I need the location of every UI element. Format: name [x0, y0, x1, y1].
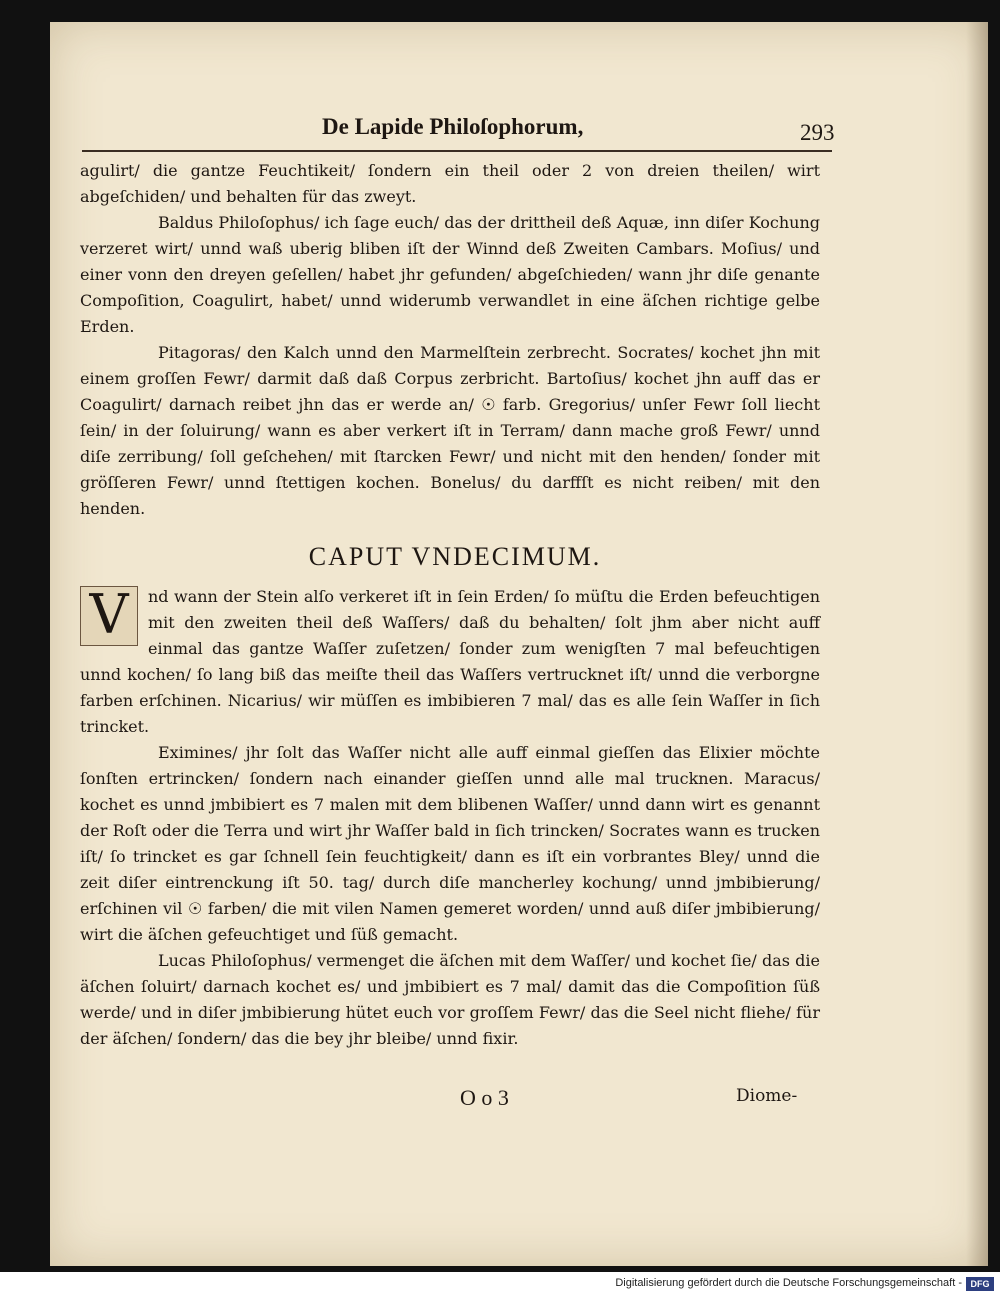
page-number: 293	[800, 120, 835, 145]
drop-cap-initial: V	[80, 586, 138, 646]
header-rule	[82, 150, 832, 152]
paragraph-chapter-opening-text: nd wann der Stein alſo verkeret iſt in ſein Erden/ ſo müſtu die Erden befeuchtigen mit den zweiten theil deß Waſſers/ daß du behalten/ ſolt jhm aber nicht auff einmal das gantze Waſſer zuſetzen/ ſonder zum wenigſten 7 mal befeuchtigen unnd kochen/ ſo lang biß das meiſte theil das Waſſers vertrucknet iſt/ unnd die verborgne farben erſchinen. Nicarius/ wir müſſen es imbibieren 7 mal/ das es alle ſein Waſſer in ſich trincket.	[80, 587, 820, 736]
footer-bar	[0, 1272, 1000, 1296]
chapter-heading: CAPUT VNDECIMUM.	[308, 542, 602, 571]
text-block-chapter	[80, 584, 820, 1052]
text-block-before-chapter	[80, 158, 820, 522]
paragraph-baldus: Baldus Philoſophus/ ich ſage euch/ das der drittheil deß Aquæ, inn diſer Kochung verzeret wirt/ unnd waß uberig bliben iſt der Winnd deß Zweiten Cambars. Moſius/ und einer vonn den dreyen geſellen/ habet jhr gefunden/ abgeſchieden/ wann jhr diſe genante Compoſition, Coagulirt, habet/ unnd widerumb verwandlet in eine äſchen richtige gelbe Erden.	[80, 213, 820, 336]
catchword: Diome-	[736, 1086, 798, 1106]
paragraph-pitagoras: Pitagoras/ den Kalch unnd den Marmelſtein zerbrecht. Socrates/ kochet jhn mit einem groſſen Fewr/ darmit daß daß Corpus zerbricht. Bartoſius/ kochet jhn auff das er Coagulirt/ darnach reibet jhn das er werde an/ ☉ farb. Gregorius/ unſer Fewr ſoll liecht ſein/ in der ſoluirung/ wann es aber verkert iſt in Terram/ dann mache groß Fewr/ unnd diſe zerribung/ ſoll geſchehen/ mit ſtarcken Fewr/ und nicht mit den henden/ ſonder mit gröſſeren Fewr/ unnd ſtettigen kochen. Bonelus/ du darffſt es nicht reiben/ mit den henden.	[80, 343, 820, 518]
paragraph-lucas: Lucas Philoſophus/ vermenget die äſchen mit dem Waſſer/ und kochet ſie/ das die äſchen ſoluirt/ darnach kochet es/ und jmbibiert es 7 mal/ damit das die Compoſition ſüß werde/ und in diſer jmbibierung hütet euch vor groſſem Fewr/ das die Seel nicht fliehe/ für der äſchen/ ſondern/ das die bey jhr bleibe/ unnd fixir.	[80, 951, 820, 1048]
paragraph-continued: agulirt/ die gantze Feuchtikeit/ ſondern ein theil oder 2 von dreien theilen/ wirt abgeſchiden/ und behalten für das zweyt.	[80, 161, 820, 206]
paragraph-chapter-opening	[80, 584, 820, 740]
funding-credit: Digitalisierung gefördert durch die Deutsche Forschungsgemeinschaft -	[615, 1277, 962, 1289]
signature-mark: O o 3	[460, 1085, 509, 1110]
running-title: De Lapide Philoſophorum,	[322, 114, 584, 139]
paragraph-eximines: Eximines/ jhr ſolt das Waſſer nicht alle auff einmal gieſſen das Elixier möchte ſonſten ertrincken/ ſondern nach einander gieſſen unnd alle mal trucknen. Maracus/ kochet es unnd jmbibiert es 7 malen mit dem blibenen Waſſer/ unnd dann wirt es genannt der Roſt oder die Terra und wirt jhr Waſſer bald in ſich trincken/ Socrates wann es trucken iſt/ ſo trincket es gar ſchnell ſein feuchtigkeit/ dann es iſt ein vorbrantes Bley/ unnd die zeit diſer eintrenckung iſt 50. tag/ durch diſe mancherley kochung/ unnd jmbibierung/ erſchinen vil ☉ farben/ die mit vilen Namen gemeret worden/ unnd auß diſer jmbibierung/ wirt die äſchen gefeuchtiget und ſüß gemacht.	[80, 743, 820, 944]
dfg-logo-icon: DFG	[966, 1277, 994, 1291]
